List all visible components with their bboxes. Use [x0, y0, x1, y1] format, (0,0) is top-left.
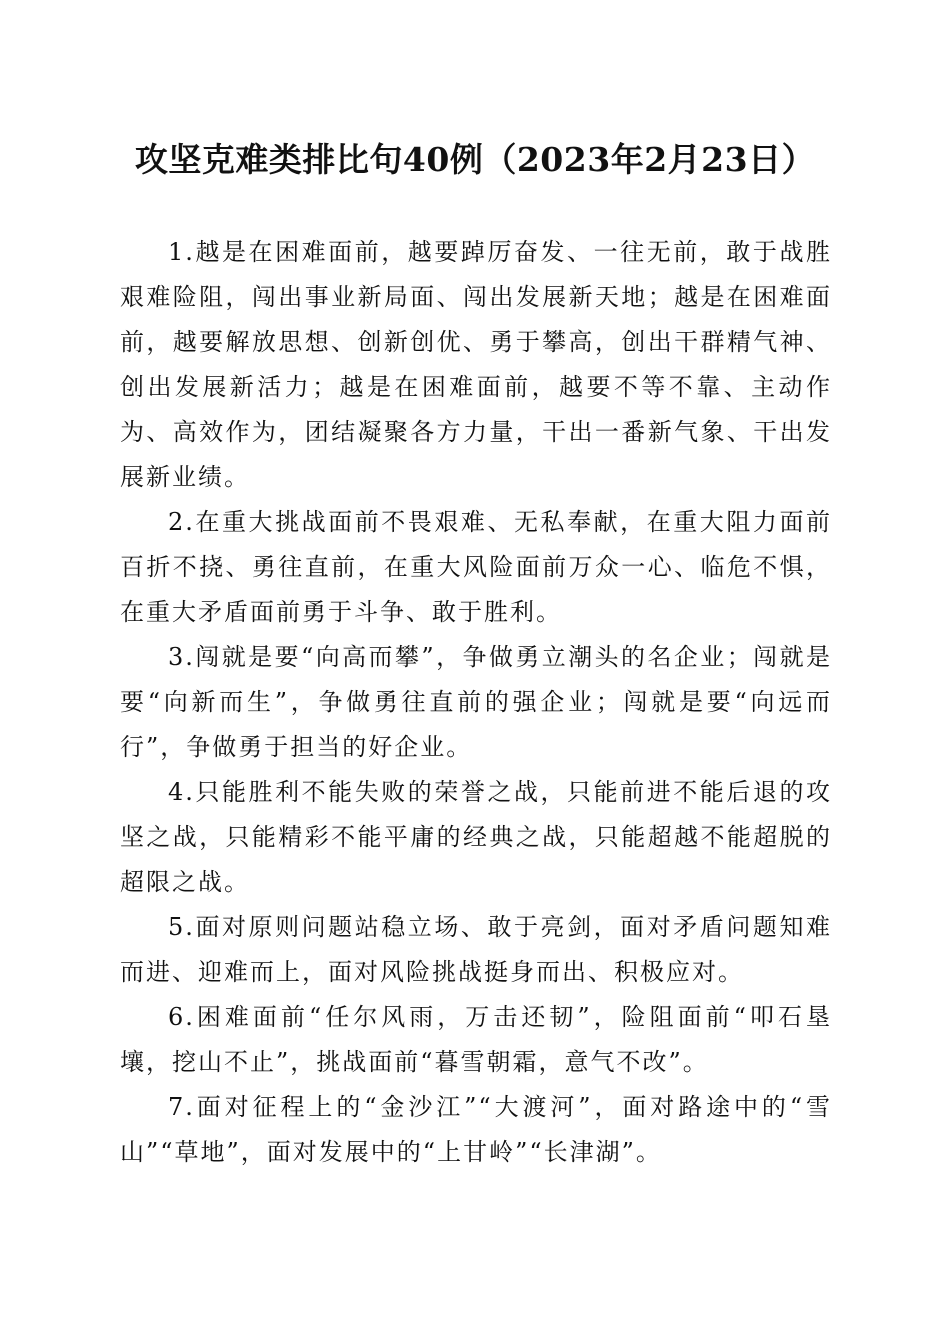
document-title: 攻坚克难类排比句40例（2023年2月23日） — [134, 140, 816, 179]
paragraph-2: 2.在重大挑战面前不畏艰难、无私奉献，在重大阻力面前百折不挠、勇往直前，在重大风险面前万众一心、临危不惧，在重大矛盾面前勇于斗争、敢于胜利。 — [120, 508, 832, 626]
paragraph-6: 6.困难面前“任尔风雨，万击还韧”，险阻面前“叩石垦壤，挖山不止”，挑战面前“暮雪朝霜，意气不改”。 — [120, 1003, 832, 1076]
paragraph-3: 3.闯就是要“向高而攀”，争做勇立潮头的名企业；闯就是要“向新而生”，争做勇往直前的强企业；闯就是要“向远而行”，争做勇于担当的好企业。 — [120, 643, 832, 761]
paragraph-1: 1.越是在困难面前，越要踔厉奋发、一往无前，敢于战胜艰难险阻，闯出事业新局面、闯出发展新天地；越是在困难面前，越要解放思想、创新创优、勇于攀高，创出干群精气神、创出发展新活力；越是在困难面前，越要不等不靠、主动作为、高效作为，团结凝聚各方力量，干出一番新气象、干出发展新业绩。 — [120, 238, 832, 491]
paragraph-4: 4.只能胜利不能失败的荣誉之战，只能前进不能后退的攻坚之战，只能精彩不能平庸的经典之战，只能超越不能超脱的超限之战。 — [120, 778, 832, 896]
paragraph-7: 7.面对征程上的“金沙江”“大渡河”，面对路途中的“雪山”“草地”，面对发展中的“上甘岭”“长津湖”。 — [120, 1093, 832, 1166]
paragraph-5: 5.面对原则问题站稳立场、敢于亮剑，面对矛盾问题知难而进、迎难而上，面对风险挑战挺身而出、积极应对。 — [120, 913, 832, 986]
document-body — [120, 230, 832, 1175]
